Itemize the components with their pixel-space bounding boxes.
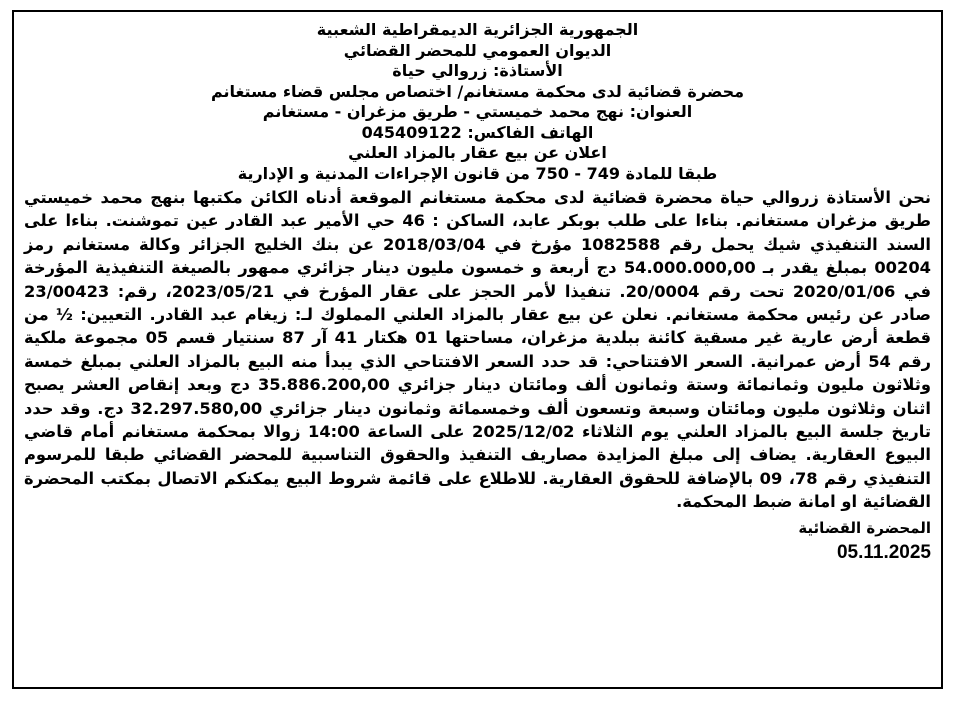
bailiff-name: الأستاذة: زروالي حياة: [392, 61, 563, 80]
signature-label: المحضرة القضائية: [798, 518, 931, 537]
document-header: [24, 20, 931, 184]
address-line: العنوان: نهج محمد خميستي - طريق مزغران - مستغانم: [262, 102, 693, 121]
announcement-title: اعلان عن بيع عقار بالمزاد العلني: [348, 143, 607, 162]
legal-basis-line: طبقا للمادة 749 - 750 من قانون الإجراءات المدنية و الإدارية: [237, 163, 718, 183]
office-title: الديوان العمومي للمحضر القضائي: [343, 40, 612, 60]
phone-fax-line: الهاتف الفاكس: 045409122: [361, 122, 594, 142]
announcement-date: 05.11.2025: [836, 541, 931, 563]
announcement-frame: [12, 10, 943, 689]
date-container: [24, 540, 931, 566]
republic-title: الجمهورية الجزائرية الديمقراطية الشعبية: [316, 20, 639, 39]
jurisdiction-line: محضرة قضائية لدى محكمة مستغانم/ اختصاص مجلس قضاء مستغانم: [210, 81, 745, 101]
announcement-body: نحن الأستاذة زروالي حياة محضرة قضائية لدى محكمة مستغانم الموقعة أدناه الكائن مكتبها بنهج محمد خميستي طريق مزغران مستغانم. بناءا على طلب بوبكر عابد، الساكن : 46 حي الأمير عبد القادر عين تموشنت. بناءا على السند التنفيذي شيك يحمل رقم 1082588 مؤرخ في 2018/03/04 عن بنك الخليج الجزائر وكالة مستغانم رمز 00204 بمبلغ يقدر بـ 54.000.000,00 دج أربعة و خمسون مليون دينار جزائري ممهور بالصيغة التنفيذية المؤرخة في 2020/01/06 تحت رقم 20/0004. تنفيذا لأمر الحجز على عقار المؤرخ في 2023/05/21، رقم: 23/00423 صادر عن رئيس محكمة مستغانم. نعلن عن بيع عقار بالمزاد العلني المملوك لـ: زيغام عبد القادر. التعيين: ½ من قطعة أرض عارية غير مسقية كائنة ببلدية مزغران، مساحتها 01 هكتار 41 آر 87 سنتيار قسم 05 مجموعة ملكية رقم 54 أرض عمرانية. السعر الافتتاحي: قد حدد السعر الافتتاحي الذي يبدأ منه البيع بالمزاد العلني بمبلغ خمسة وثلاثون مليون وثمانمائة وستة وثمانون ألف ومائتان دينار جزائري 35.886.200,00 دج وبعد إنقاص العشر يصبح اثنان وثلاثون مليون ومائتان وسبعة وتسعون ألف وخمسمائة وثمانون دينار جزائري 32.297.580,00 دج. وقد حدد تاريخ جلسة البيع بالمزاد العلني يوم الثلاثاء 2025/12/02 على الساعة 14:00 زوالا بمحكمة مستغانم أمام قاضي البيوع العقارية. يضاف إلى مبلغ المزايدة مصاريف التنفيذ والحقوق التناسبية للمحضر القضائي طبقا للمرسوم التنفيذي رقم 78، 09 بالإضافة للحقوق العقارية. للاطلاع على قائمة شروط البيع يمكنكم الاتصال بمكتب المحضرة القضائية او امانة ضبط المحكمة.: [24, 188, 932, 512]
